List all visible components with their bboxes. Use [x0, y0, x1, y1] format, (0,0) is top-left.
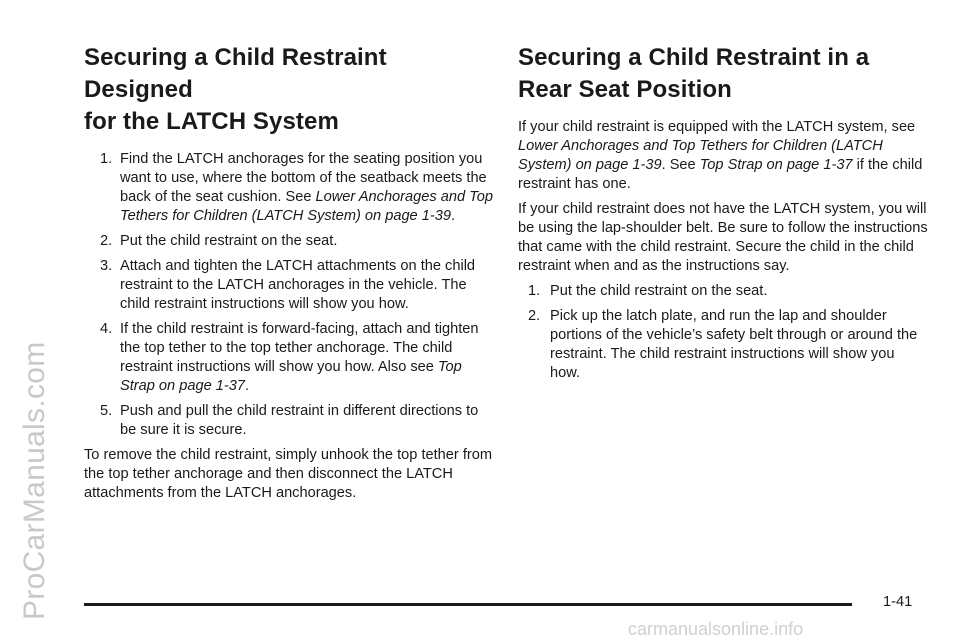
right-step-1: [518, 282, 928, 301]
step-text: Put the child restraint on the seat.: [550, 283, 768, 299]
left-steps-list: [84, 150, 494, 440]
footer-rule: [84, 603, 852, 606]
step-text: Put the child restraint on the seat.: [120, 233, 338, 249]
step-number: 1.: [100, 151, 113, 167]
step-number: 5.: [100, 403, 113, 419]
left-step-4: [84, 320, 494, 396]
step-number: 4.: [100, 321, 113, 337]
footer-watermark: carmanualsonline.info: [628, 619, 804, 639]
page-number: 1-41: [883, 594, 913, 610]
step-number: 1.: [528, 283, 541, 299]
watermark-text: ProCarManuals.com: [18, 341, 51, 620]
para-reference: Lower Anchorages and Top Tethers for Children (LATCH System) on page 1-39: [518, 138, 883, 173]
right-heading: [518, 42, 928, 106]
left-step-5: [84, 402, 494, 440]
step-text: Attach and tighten the LATCH attachments on the child restraint to the LATCH anchorages in the vehicle. The child restraint instructions will show you how.: [120, 258, 476, 312]
left-step-1: [84, 150, 494, 226]
step-tail: .: [244, 378, 250, 394]
left-column: [84, 42, 494, 509]
left-step-3: [84, 257, 494, 314]
step-text: If the child restraint is forward-facing, attach and tighten the top tether to the top tether anchorage. The child restraint instructions will show you how. Also see: [120, 321, 479, 375]
right-heading-line2: Rear Seat Position: [518, 76, 732, 103]
left-heading-line2: for the LATCH System: [84, 108, 339, 135]
right-paragraph-2: If your child restraint does not have the LATCH system, you will be using the lap-shoulder belt. Be sure to follow the instructions that came with the child restraint. Secure the child in the child restraint when and as the instructions say.: [518, 201, 928, 274]
step-reference: Top Strap on page 1-37: [120, 359, 462, 394]
step-number: 2.: [100, 233, 113, 249]
step-number: 2.: [528, 308, 541, 324]
step-text: Pick up the latch plate, and run the lap and shoulder portions of the vehicle’s safety belt through or around the restraint. The child restraint instructions will show you how.: [550, 308, 918, 381]
left-heading-line1: Securing a Child Restraint Designed: [84, 44, 387, 103]
left-closing-paragraph: To remove the child restraint, simply unhook the top tether from the top tether anchorage and then disconnect the LATCH attachments from the LATCH anchorages.: [84, 447, 493, 501]
step-text: Find the LATCH anchorages for the seating position you want to use, where the bottom of the seatback meets the back of the seat cushion. See: [120, 151, 487, 205]
right-column: [518, 42, 928, 389]
step-text: Push and pull the child restraint in different directions to be sure it is secure.: [120, 403, 479, 438]
step-number: 3.: [100, 258, 113, 274]
left-heading: [84, 42, 494, 138]
left-step-2: [84, 232, 494, 251]
para-text: If your child restraint is equipped with the LATCH system, see: [518, 119, 916, 135]
para-text: . See: [661, 157, 700, 173]
step-reference: Lower Anchorages and Top Tethers for Children (LATCH System) on page 1-39: [120, 189, 493, 224]
para-text: if the child restraint has one.: [518, 157, 923, 192]
step-tail: .: [450, 208, 456, 224]
right-step-2: [518, 307, 928, 383]
right-heading-line1: Securing a Child Restraint in a: [518, 44, 870, 71]
right-steps-list: [518, 282, 928, 383]
para-reference: Top Strap on page 1-37: [699, 157, 853, 173]
right-paragraph-1: [518, 118, 928, 194]
